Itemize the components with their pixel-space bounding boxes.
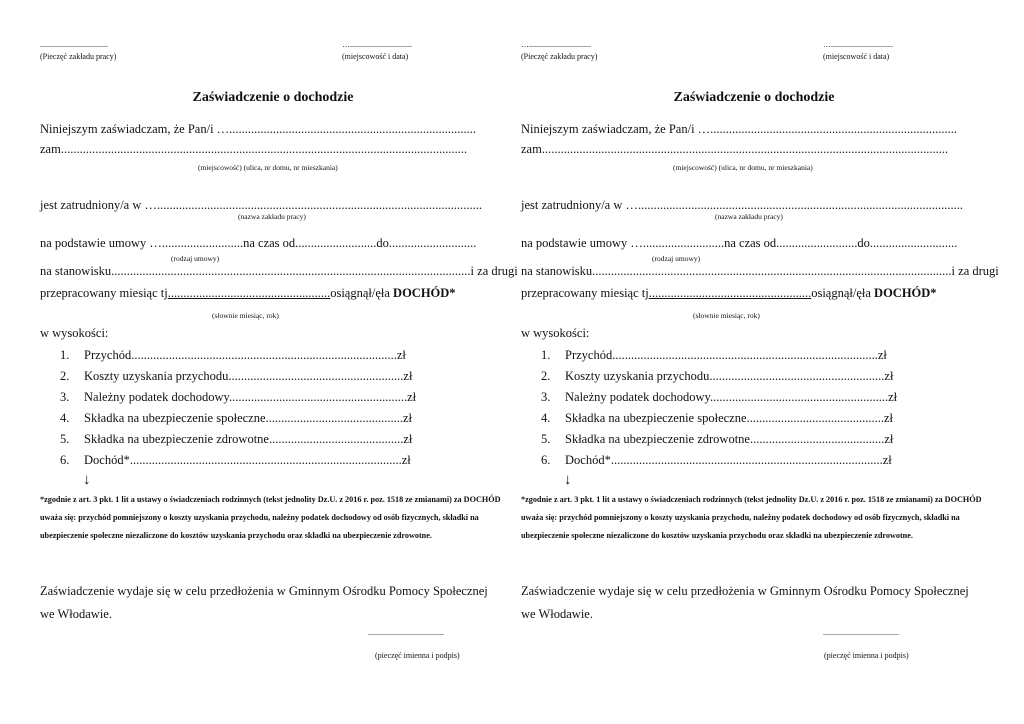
place-date-caption: (miejscowość i data) bbox=[342, 52, 409, 61]
document-title: Zaświadczenie o dochodzie bbox=[673, 90, 835, 105]
income-prefix: przepracowany miesiąc tj bbox=[40, 286, 168, 300]
signature-caption: (pieczęć imienna i podpis) bbox=[375, 651, 460, 660]
address-caption: (miejscowość) (ulica, nr domu, nr mieszkania) bbox=[198, 163, 338, 172]
item-number: 2. bbox=[541, 369, 551, 383]
employer-caption: (nazwa zakładu pracy) bbox=[715, 212, 783, 221]
item-number: 1. bbox=[60, 348, 70, 362]
contract-line: na podstawie umowy …..........................na czas od..........................do............................ bbox=[40, 236, 477, 250]
item-number: 6. bbox=[60, 453, 70, 467]
income-bold-label: DOCHÓD* bbox=[393, 286, 456, 300]
item-text: Składka na ubezpieczenie zdrowotne...........................................zł bbox=[565, 432, 894, 446]
income-certificate-form-right bbox=[519, 0, 999, 724]
item-text: Koszty uzyskania przychodu........................................................zł bbox=[84, 369, 413, 383]
item-number: 4. bbox=[60, 411, 70, 425]
stamp-dots: …............................... bbox=[521, 40, 591, 49]
contract-line: na podstawie umowy …..........................na czas od..........................do............................ bbox=[521, 236, 958, 250]
item-number: 3. bbox=[541, 390, 551, 404]
list-item bbox=[60, 411, 412, 426]
signature-dots: ...................................... bbox=[368, 628, 444, 637]
place-date-dots: …............................... bbox=[342, 40, 412, 49]
amount-label: w wysokości: bbox=[521, 326, 590, 340]
footnote: *zgodnie z art. 3 pkt. 1 lit a ustawy o świadczeniach rodzinnych (tekst jednolity Dz.U. z 2016 r. poz. 1518 ze zmianami) za DOCHÓD uważa się: przychód pomniejszony o koszty uzyskania przychodu, należny podatek dochodowy od osób fizycznych, składki na ubezpieczenie społeczne niezaliczone do kosztów uzyskania przychodu oraz składki na ubezpieczenie zdrowotne. bbox=[40, 495, 501, 540]
stamp-caption: (Pieczęć zakładu pracy) bbox=[40, 52, 117, 61]
income-middle: osiągnął/ęła bbox=[330, 286, 394, 300]
list-item bbox=[60, 348, 406, 363]
signature-caption: (pieczęć imienna i podpis) bbox=[824, 651, 909, 660]
place-date-caption: (miejscowość i data) bbox=[823, 52, 890, 61]
item-text: Składka na ubezpieczenie społeczne............................................zł bbox=[84, 411, 413, 425]
list-item bbox=[541, 390, 897, 405]
address-line: zam.................................................................................................................................. bbox=[40, 142, 468, 156]
employer-caption: (nazwa zakładu pracy) bbox=[238, 212, 306, 221]
item-text: Należny podatek dochodowy.........................................................zł bbox=[565, 390, 898, 404]
list-item bbox=[541, 369, 893, 384]
closing-statement: Zaświadczenie wydaje się w celu przedłożenia w Gminnym Ośrodku Pomocy Społecznej we Włodawie. bbox=[521, 584, 969, 621]
income-month-dots: .................................................... bbox=[167, 286, 331, 300]
month-caption: (słownie miesiąc, rok) bbox=[693, 311, 760, 320]
income-bold-label: DOCHÓD* bbox=[874, 286, 937, 300]
address-line: zam.................................................................................................................................. bbox=[521, 142, 949, 156]
item-text: Przychód.....................................................................................zł bbox=[84, 348, 406, 362]
list-item bbox=[541, 453, 892, 468]
item-text: Koszty uzyskania przychodu........................................................zł bbox=[565, 369, 894, 383]
list-item bbox=[60, 390, 416, 405]
place-date-dots: …............................... bbox=[823, 40, 893, 49]
position-line: na stanowisku...................................................................................................................i za drugi bbox=[521, 264, 999, 278]
employed-line: jest zatrudniony/a w …........................................................................................................ bbox=[521, 198, 963, 212]
item-text: Przychód.....................................................................................zł bbox=[565, 348, 887, 362]
list-item bbox=[60, 369, 412, 384]
list-item bbox=[60, 432, 412, 447]
address-caption: (miejscowość) (ulica, nr domu, nr mieszkania) bbox=[673, 163, 813, 172]
arrow-down-icon: ↓ bbox=[83, 472, 91, 488]
item-text: Należny podatek dochodowy.........................................................zł bbox=[84, 390, 417, 404]
list-item bbox=[541, 411, 893, 426]
item-number: 2. bbox=[60, 369, 70, 383]
month-caption: (słownie miesiąc, rok) bbox=[212, 311, 279, 320]
income-month-dots: .................................................... bbox=[648, 286, 812, 300]
list-item bbox=[60, 453, 411, 468]
footnote: *zgodnie z art. 3 pkt. 1 lit a ustawy o świadczeniach rodzinnych (tekst jednolity Dz.U. z 2016 r. poz. 1518 ze zmianami) za DOCHÓD uważa się: przychód pomniejszony o koszty uzyskania przychodu, należny podatek dochodowy od osób fizycznych, składki na ubezpieczenie społeczne niezaliczone do kosztów uzyskania przychodu oraz składki na ubezpieczenie zdrowotne. bbox=[521, 495, 982, 540]
closing-statement: Zaświadczenie wydaje się w celu przedłożenia w Gminnym Ośrodku Pomocy Społecznej we Włodawie. bbox=[40, 584, 488, 621]
item-number: 1. bbox=[541, 348, 551, 362]
contract-caption: (rodzaj umowy) bbox=[652, 254, 701, 263]
item-number: 5. bbox=[541, 432, 551, 446]
arrow-down-icon: ↓ bbox=[564, 472, 572, 488]
item-number: 3. bbox=[60, 390, 70, 404]
list-item bbox=[541, 348, 887, 363]
item-number: 5. bbox=[60, 432, 70, 446]
signature-dots: ...................................... bbox=[823, 628, 899, 637]
certify-line: Niniejszym zaświadczam, że Pan/i …............................................................................... bbox=[40, 122, 477, 136]
stamp-dots: .................................. bbox=[40, 40, 108, 49]
stamp-caption: (Pieczęć zakładu pracy) bbox=[521, 52, 598, 61]
item-text: Składka na ubezpieczenie społeczne............................................zł bbox=[565, 411, 894, 425]
income-prefix: przepracowany miesiąc tj bbox=[521, 286, 649, 300]
income-line bbox=[40, 286, 456, 301]
list-item bbox=[541, 432, 893, 447]
item-number: 6. bbox=[541, 453, 551, 467]
item-text: Składka na ubezpieczenie zdrowotne...........................................zł bbox=[84, 432, 413, 446]
document-title: Zaświadczenie o dochodzie bbox=[192, 90, 354, 105]
income-line bbox=[521, 286, 937, 301]
amount-label: w wysokości: bbox=[40, 326, 109, 340]
item-number: 4. bbox=[541, 411, 551, 425]
income-certificate-form-left bbox=[38, 0, 518, 724]
employed-line: jest zatrudniony/a w …........................................................................................................ bbox=[40, 198, 482, 212]
item-text: Dochód*.......................................................................................zł bbox=[84, 453, 411, 467]
certify-line: Niniejszym zaświadczam, że Pan/i …............................................................................... bbox=[521, 122, 958, 136]
item-text: Dochód*.......................................................................................zł bbox=[565, 453, 892, 467]
position-line: na stanowisku...................................................................................................................i za drugi bbox=[40, 264, 518, 278]
income-middle: osiągnął/ęła bbox=[811, 286, 875, 300]
contract-caption: (rodzaj umowy) bbox=[171, 254, 220, 263]
